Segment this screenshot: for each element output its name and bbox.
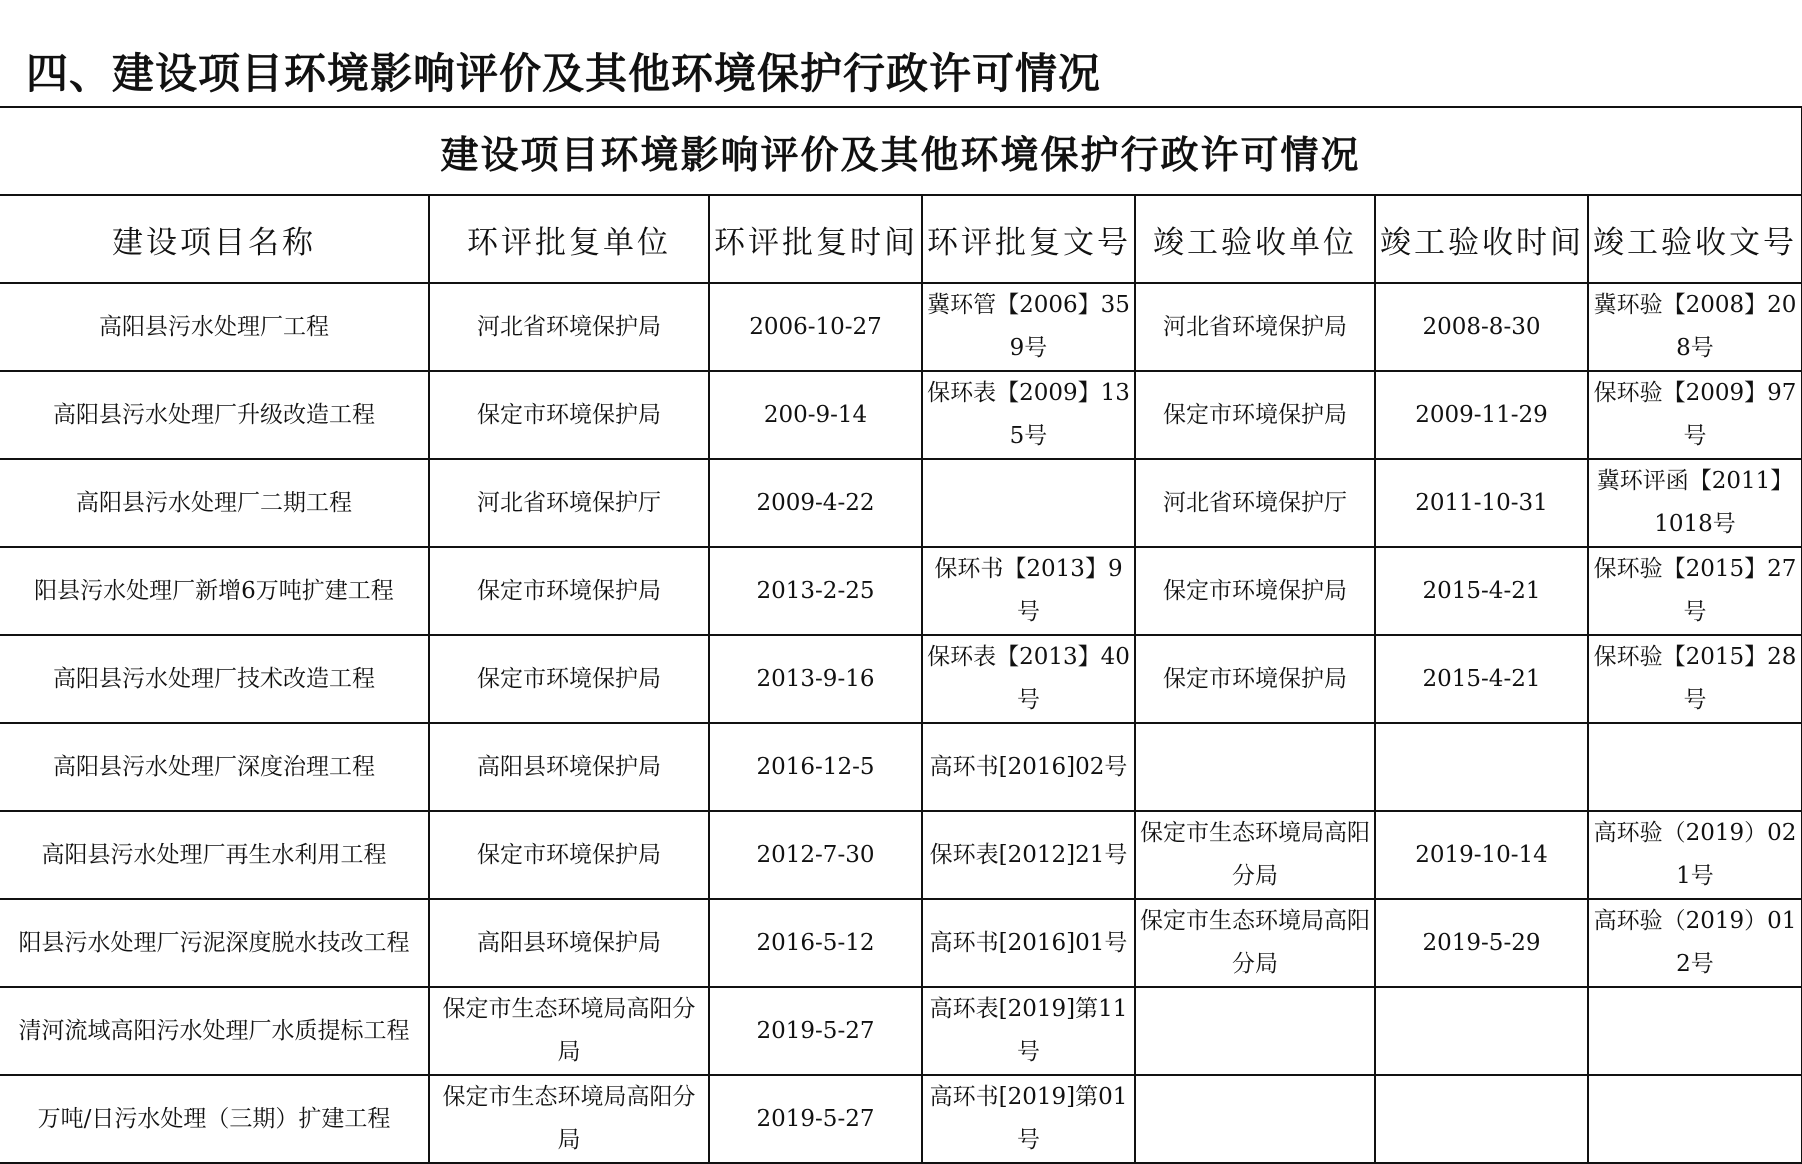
- table-row: [0, 459, 1802, 547]
- eia-approval-doc-cell: 保环表【2013】40号: [922, 635, 1135, 723]
- column-header: 环评批复单位: [429, 195, 709, 283]
- eia-approval-unit-cell: 保定市环境保护局: [429, 811, 709, 899]
- eia-approval-unit-cell: 河北省环境保护局: [429, 283, 709, 371]
- acceptance-unit-cell: 保定市环境保护局: [1135, 635, 1375, 723]
- eia-approval-doc-cell: 保环表【2009】135号: [922, 371, 1135, 459]
- table-caption: 建设项目环境影响评价及其他环境保护行政许可情况: [0, 107, 1802, 195]
- eia-approval-unit-cell: 保定市环境保护局: [429, 635, 709, 723]
- column-header: 环评批复时间: [709, 195, 922, 283]
- section-heading: 四、建设项目环境影响评价及其他环境保护行政许可情况: [26, 49, 1102, 98]
- eia-approval-date-cell: 2013-9-16: [709, 635, 922, 723]
- table-row: [0, 635, 1802, 723]
- acceptance-date-cell: 2015-4-21: [1375, 547, 1588, 635]
- project-name-cell: 阳县污水处理厂新增6万吨扩建工程: [0, 547, 429, 635]
- column-header: 竣工验收文号: [1588, 195, 1802, 283]
- column-header: 环评批复文号: [922, 195, 1135, 283]
- acceptance-doc-cell: [1588, 1075, 1802, 1163]
- permit-table-container: [0, 106, 1801, 1164]
- acceptance-doc-cell: 保环验【2015】27号: [1588, 547, 1802, 635]
- project-name-cell: 高阳县污水处理厂深度治理工程: [0, 723, 429, 811]
- eia-approval-unit-cell: 保定市环境保护局: [429, 547, 709, 635]
- acceptance-unit-cell: 保定市生态环境局高阳分局: [1135, 811, 1375, 899]
- eia-approval-doc-cell: [922, 459, 1135, 547]
- permit-table: [0, 106, 1802, 1164]
- acceptance-date-cell: 2019-10-14: [1375, 811, 1588, 899]
- acceptance-unit-cell: 保定市环境保护局: [1135, 371, 1375, 459]
- acceptance-unit-cell: 河北省环境保护局: [1135, 283, 1375, 371]
- eia-approval-date-cell: 2016-12-5: [709, 723, 922, 811]
- eia-approval-unit-cell: 保定市生态环境局高阳分局: [429, 1075, 709, 1163]
- acceptance-date-cell: 2015-4-21: [1375, 635, 1588, 723]
- acceptance-doc-cell: [1588, 987, 1802, 1075]
- acceptance-doc-cell: 保环验【2015】28号: [1588, 635, 1802, 723]
- eia-approval-doc-cell: 保环书【2013】9号: [922, 547, 1135, 635]
- eia-approval-date-cell: 2009-4-22: [709, 459, 922, 547]
- project-name-cell: 高阳县污水处理厂二期工程: [0, 459, 429, 547]
- table-row: [0, 723, 1802, 811]
- project-name-cell: 万吨/日污水处理（三期）扩建工程: [0, 1075, 429, 1163]
- eia-approval-date-cell: 2019-5-27: [709, 987, 922, 1075]
- acceptance-date-cell: 2019-5-29: [1375, 899, 1588, 987]
- project-name-cell: 高阳县污水处理厂升级改造工程: [0, 371, 429, 459]
- column-header: 建设项目名称: [0, 195, 429, 283]
- table-row: [0, 547, 1802, 635]
- table-row: [0, 899, 1802, 987]
- column-header: 竣工验收时间: [1375, 195, 1588, 283]
- eia-approval-unit-cell: 保定市环境保护局: [429, 371, 709, 459]
- eia-approval-doc-cell: 冀环管【2006】359号: [922, 283, 1135, 371]
- acceptance-doc-cell: [1588, 723, 1802, 811]
- acceptance-unit-cell: 河北省环境保护厅: [1135, 459, 1375, 547]
- eia-approval-unit-cell: 高阳县环境保护局: [429, 899, 709, 987]
- acceptance-date-cell: [1375, 987, 1588, 1075]
- column-header: 竣工验收单位: [1135, 195, 1375, 283]
- acceptance-doc-cell: 高环验（2019）021号: [1588, 811, 1802, 899]
- acceptance-date-cell: [1375, 1075, 1588, 1163]
- table-body: [0, 283, 1802, 1163]
- acceptance-doc-cell: 保环验【2009】97号: [1588, 371, 1802, 459]
- table-row: [0, 987, 1802, 1075]
- acceptance-date-cell: 2011-10-31: [1375, 459, 1588, 547]
- acceptance-doc-cell: 高环验（2019）012号: [1588, 899, 1802, 987]
- acceptance-date-cell: 2008-8-30: [1375, 283, 1588, 371]
- acceptance-doc-cell: 冀环验【2008】208号: [1588, 283, 1802, 371]
- project-name-cell: 清河流域高阳污水处理厂水质提标工程: [0, 987, 429, 1075]
- eia-approval-doc-cell: 保环表[2012]21号: [922, 811, 1135, 899]
- project-name-cell: 高阳县污水处理厂技术改造工程: [0, 635, 429, 723]
- table-row: [0, 1075, 1802, 1163]
- eia-approval-date-cell: 2013-2-25: [709, 547, 922, 635]
- eia-approval-doc-cell: 高环表[2019]第11号: [922, 987, 1135, 1075]
- table-row: [0, 371, 1802, 459]
- eia-approval-doc-cell: 高环书[2019]第01号: [922, 1075, 1135, 1163]
- acceptance-date-cell: 2009-11-29: [1375, 371, 1588, 459]
- eia-approval-date-cell: 2006-10-27: [709, 283, 922, 371]
- project-name-cell: 阳县污水处理厂污泥深度脱水技改工程: [0, 899, 429, 987]
- eia-approval-doc-cell: 高环书[2016]01号: [922, 899, 1135, 987]
- table-header-row: [0, 195, 1802, 283]
- acceptance-doc-cell: 冀环评函【2011】1018号: [1588, 459, 1802, 547]
- eia-approval-date-cell: 2012-7-30: [709, 811, 922, 899]
- acceptance-unit-cell: 保定市环境保护局: [1135, 547, 1375, 635]
- table-row: [0, 811, 1802, 899]
- eia-approval-date-cell: 200-9-14: [709, 371, 922, 459]
- acceptance-date-cell: [1375, 723, 1588, 811]
- eia-approval-doc-cell: 高环书[2016]02号: [922, 723, 1135, 811]
- eia-approval-date-cell: 2016-5-12: [709, 899, 922, 987]
- project-name-cell: 高阳县污水处理厂工程: [0, 283, 429, 371]
- eia-approval-unit-cell: 河北省环境保护厅: [429, 459, 709, 547]
- table-row: [0, 283, 1802, 371]
- eia-approval-unit-cell: 高阳县环境保护局: [429, 723, 709, 811]
- eia-approval-unit-cell: 保定市生态环境局高阳分局: [429, 987, 709, 1075]
- acceptance-unit-cell: [1135, 1075, 1375, 1163]
- acceptance-unit-cell: 保定市生态环境局高阳分局: [1135, 899, 1375, 987]
- eia-approval-date-cell: 2019-5-27: [709, 1075, 922, 1163]
- acceptance-unit-cell: [1135, 723, 1375, 811]
- acceptance-unit-cell: [1135, 987, 1375, 1075]
- project-name-cell: 高阳县污水处理厂再生水利用工程: [0, 811, 429, 899]
